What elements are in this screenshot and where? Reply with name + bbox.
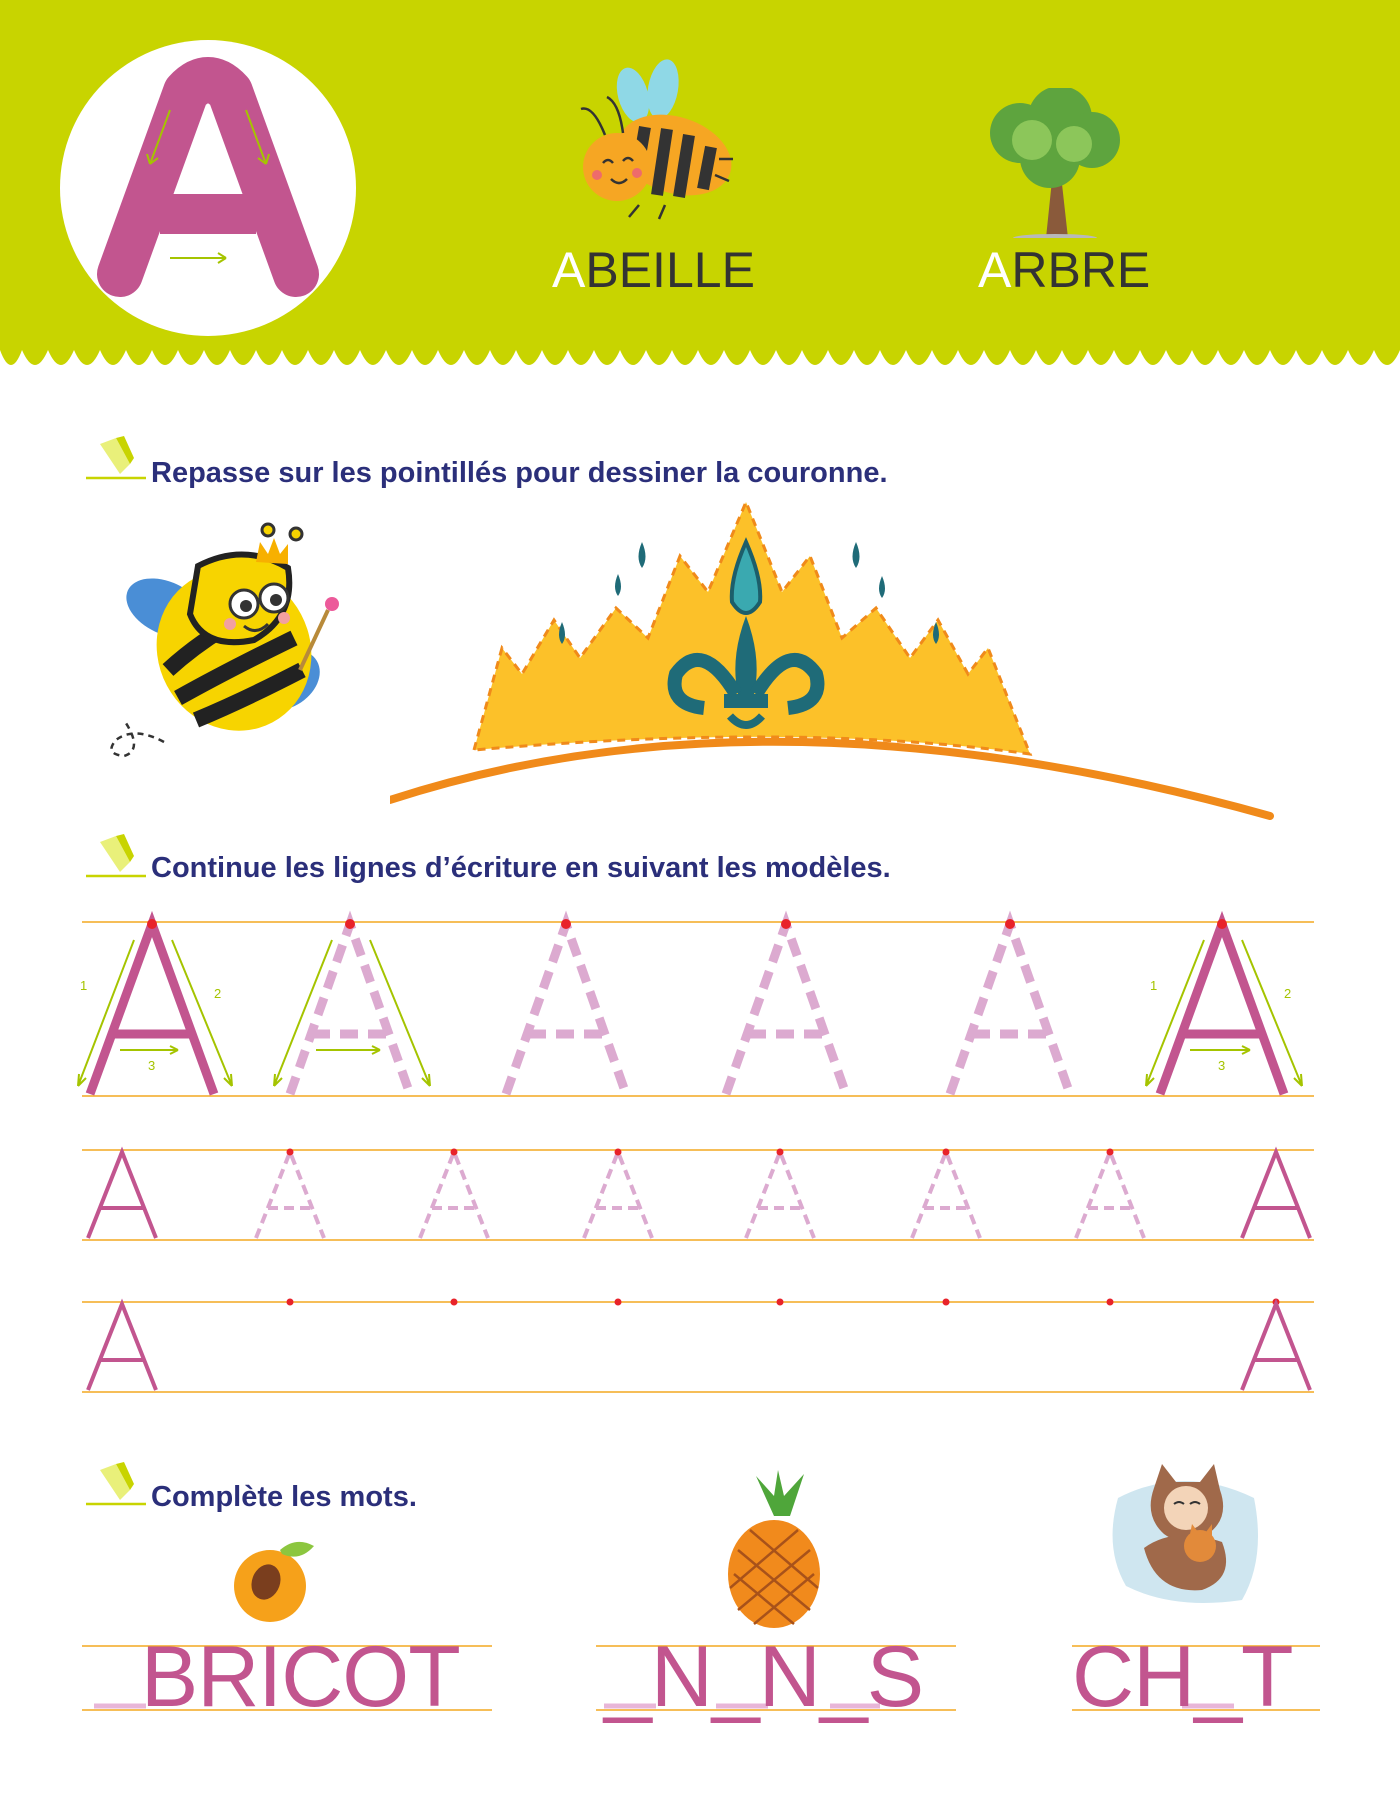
- word-arbre-first-letter: A: [978, 242, 1012, 298]
- word-abeille-rest: BEILLE: [585, 242, 755, 298]
- instruction-writing: Continue les lignes d’écriture en suivant les modèles.: [151, 852, 891, 884]
- cats-icon: [1104, 1458, 1264, 1608]
- writing-row-3[interactable]: [0, 1292, 1400, 1402]
- instruction-words: Complète les mots.: [151, 1481, 417, 1513]
- writing-row-2[interactable]: [0, 1140, 1400, 1250]
- word-ananas-text: _N_N_S: [604, 1629, 924, 1725]
- word-abeille: [552, 241, 755, 299]
- tree-icon: [980, 88, 1130, 238]
- stroke-number-2: 2: [214, 986, 222, 1001]
- stroke-number-3: 3: [1218, 1058, 1226, 1073]
- word-abeille-first-letter: A: [552, 242, 586, 298]
- stroke-number-2: 2: [1284, 986, 1292, 1001]
- stroke-number-1: 1: [80, 978, 88, 993]
- word-abricot-text: BRICOT: [140, 1629, 460, 1725]
- traced-letter[interactable]: [726, 919, 846, 1094]
- word-chat[interactable]: [1072, 1628, 1332, 1727]
- bee-icon: [555, 55, 755, 225]
- word-arbre: [978, 241, 1150, 299]
- stroke-number-1: 1: [1150, 978, 1158, 993]
- word-ananas[interactable]: [604, 1628, 964, 1727]
- word-abricot[interactable]: [94, 1628, 494, 1727]
- word-arbre-rest: RBRE: [1011, 242, 1151, 298]
- pencil-icon: [86, 832, 148, 884]
- stroke-number-3: 3: [148, 1058, 156, 1073]
- blank-slot[interactable]: [94, 1629, 141, 1725]
- pencil-icon: [86, 434, 148, 486]
- crown-drawing[interactable]: [390, 498, 1290, 828]
- big-letter-badge: [58, 38, 358, 338]
- pencil-icon: [86, 1460, 148, 1512]
- word-chat-text: CH_T: [1072, 1629, 1293, 1725]
- traced-letter[interactable]: [950, 919, 1070, 1094]
- traced-letter[interactable]: [506, 919, 626, 1094]
- queen-bee-icon: [104, 520, 366, 770]
- writing-row-1[interactable]: [0, 900, 1400, 1120]
- pineapple-icon: [720, 1470, 830, 1630]
- apricot-icon: [232, 1536, 318, 1626]
- instruction-crown: Repasse sur les pointillés pour dessiner la couronne.: [151, 457, 888, 489]
